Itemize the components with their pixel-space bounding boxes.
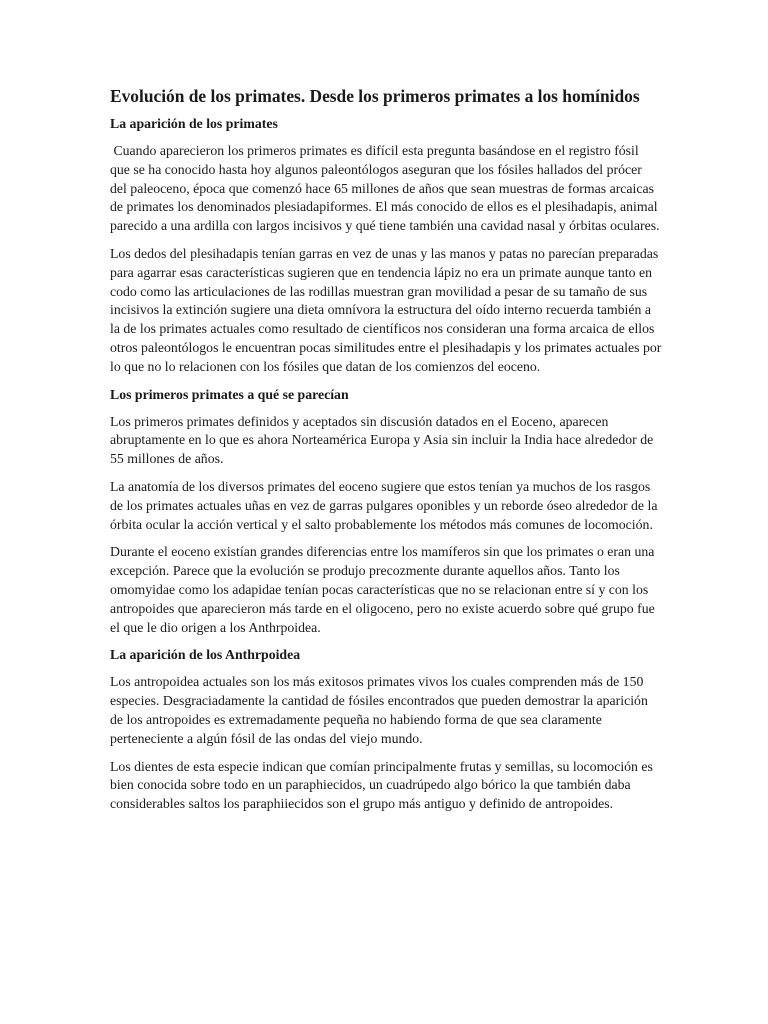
section-heading: La aparición de los Anthrpoidea	[110, 647, 301, 663]
document-title: Evolución de los primates. Desde los primeros primates a los homínidos	[110, 86, 640, 106]
paragraph: Los primeros primates definidos y aceptados sin discusión datados en el Eoceno, aparecen abruptamente en lo que es ahora Norteamérica Europa y Asia sin incluir la India hace alrededor de 55 millones de años.	[110, 413, 654, 467]
section-primeros-primates	[110, 386, 662, 638]
paragraph: Los dedos del plesihadapis tenían garras en vez de unas y las manos y patas no parecían preparadas para agarrar esas características sugieren que en tendencia lápiz no era un primate aunque tanto en codo como las articulaciones de las rodillas muestran gran movilidad a pesar de su tamaño de sus incisivos la extinción sugiere una dieta omnívora la estructura del oído interno recuerda también a la de los primates actuales como resultado de científicos nos consideran una forma arcaica de ellos otros paleontólogos le encuentran pocas similitudes entre el plesihadapis y los primates actuales por lo que no lo relacionen con los fósiles que datan de los comienzos del eoceno.	[110, 245, 662, 374]
paragraph: Los dientes de esta especie indican que comían principalmente frutas y semillas, su locomoción es bien conocida sobre todo en un paraphiecidos, un cuadrúpedo algo bórico la que también daba considerables saltos los paraphiiecidos son el grupo más antiguo y definido de antropoides.	[110, 758, 653, 812]
section-heading: Los primeros primates a qué se parecían	[110, 386, 349, 402]
paragraph: La anatomía de los diversos primates del eoceno sugiere que estos tenían ya muchos de los rasgos de los primates actuales uñas en vez de garras pulgares oponibles y un reborde óseo alrededor de la órbita ocular la acción vertical y el salto probablemente los métodos más comunes de locomoción.	[110, 478, 658, 532]
section-aparicion-primates	[110, 115, 662, 377]
section-aparicion-anthrpoidea	[110, 646, 662, 814]
document-page	[110, 86, 662, 823]
section-heading: La aparición de los primates	[110, 116, 278, 131]
paragraph: Cuando aparecieron los primeros primates es difícil esta pregunta basándose en el registro fósil que se ha conocido hasta hoy algunos paleontólogos aseguran que los fósiles hallados del prócer del paleoceno, época que comenzó hace 65 millones de años que sean muestras de formas arcaicas de primates los denominados plesiadapiformes. El más conocido de ellos es el plesihadapis, animal parecido a una ardilla con largos incisivos y qué tiene también una cavidad nasal y órbitas oculares.	[110, 143, 660, 234]
paragraph: Durante el eoceno existían grandes diferencias entre los mamíferos sin que los primates o eran una excepción. Parece que la evolución se produjo precozmente durante aquellos años. Tanto los omomyidae como los adapidae tenían pocas características que no se relacionan entre sí y con los antropoides que aparecieron más tarde en el oligoceno, pero no existe acuerdo sobre qué grupo fue el que le dio origen a los Anthrpoidea.	[110, 544, 655, 635]
paragraph: Los antropoidea actuales son los más exitosos primates vivos los cuales comprenden más de 150 especies. Desgraciadamente la cantidad de fósiles encontrados que pueden demostrar la aparición de los antropoides es extremadamente pequeña no habiendo forma de que sea claramente perteneciente a algún fósil de las ondas del viejo mundo.	[110, 674, 648, 746]
